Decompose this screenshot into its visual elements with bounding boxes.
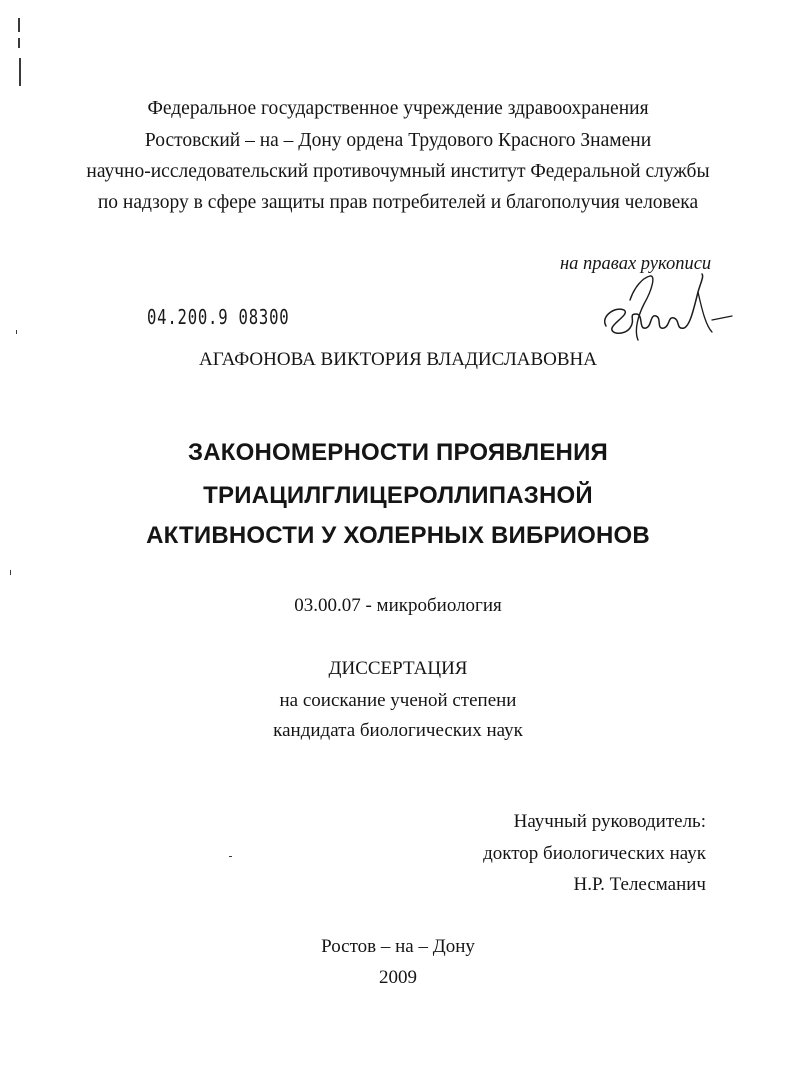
supervisor-name: Н.Р. Телесманич (573, 874, 706, 895)
manuscript-note: на правах рукописи (560, 254, 712, 274)
supervisor-label: Научный руководитель: (513, 811, 706, 832)
city: Ростов – на – Дону (321, 936, 475, 957)
scan-edge-mark (16, 330, 17, 334)
year: 2009 (379, 967, 417, 988)
title-line-1: ЗАКОНОМЕРНОСТИ ПРОЯВЛЕНИЯ (188, 439, 608, 466)
work-type-heading: ДИССЕРТАЦИЯ (328, 658, 468, 679)
institution-line-2: Ростовский – на – Дону ордена Трудового Красного Знамени (144, 130, 652, 151)
registration-stamp: 04.200.9 08300 (147, 305, 290, 329)
scan-edge-mark (19, 58, 21, 86)
supervisor-degree: доктор биологических наук (483, 843, 706, 864)
author-name: АГАФОНОВА ВИКТОРИЯ ВЛАДИСЛАВОВНА (199, 349, 597, 370)
degree-line-1: на соискание ученой степени (279, 690, 517, 711)
title-line-3: АКТИВНОСТИ У ХОЛЕРНЫХ ВИБРИОНОВ (146, 522, 650, 549)
institution-line-3: научно-исследовательский противочумный институт Федеральной службы (86, 161, 710, 182)
degree-line-2: кандидата биологических наук (273, 720, 523, 741)
scan-edge-mark (18, 18, 20, 32)
institution-line-1: Федеральное государственное учреждение здравоохранения (147, 98, 649, 119)
scan-edge-mark (18, 38, 20, 48)
institution-line-4: по надзору в сфере защиты прав потребителей и благополучия человека (97, 192, 699, 213)
handwritten-signature (594, 270, 739, 350)
title-line-2: ТРИАЦИЛГЛИЦЕРОЛЛИПАЗНОЙ (203, 482, 593, 509)
scan-edge-mark (229, 856, 232, 857)
scan-edge-mark (10, 570, 11, 575)
specialty-code: 03.00.07 - микробиология (294, 595, 502, 616)
